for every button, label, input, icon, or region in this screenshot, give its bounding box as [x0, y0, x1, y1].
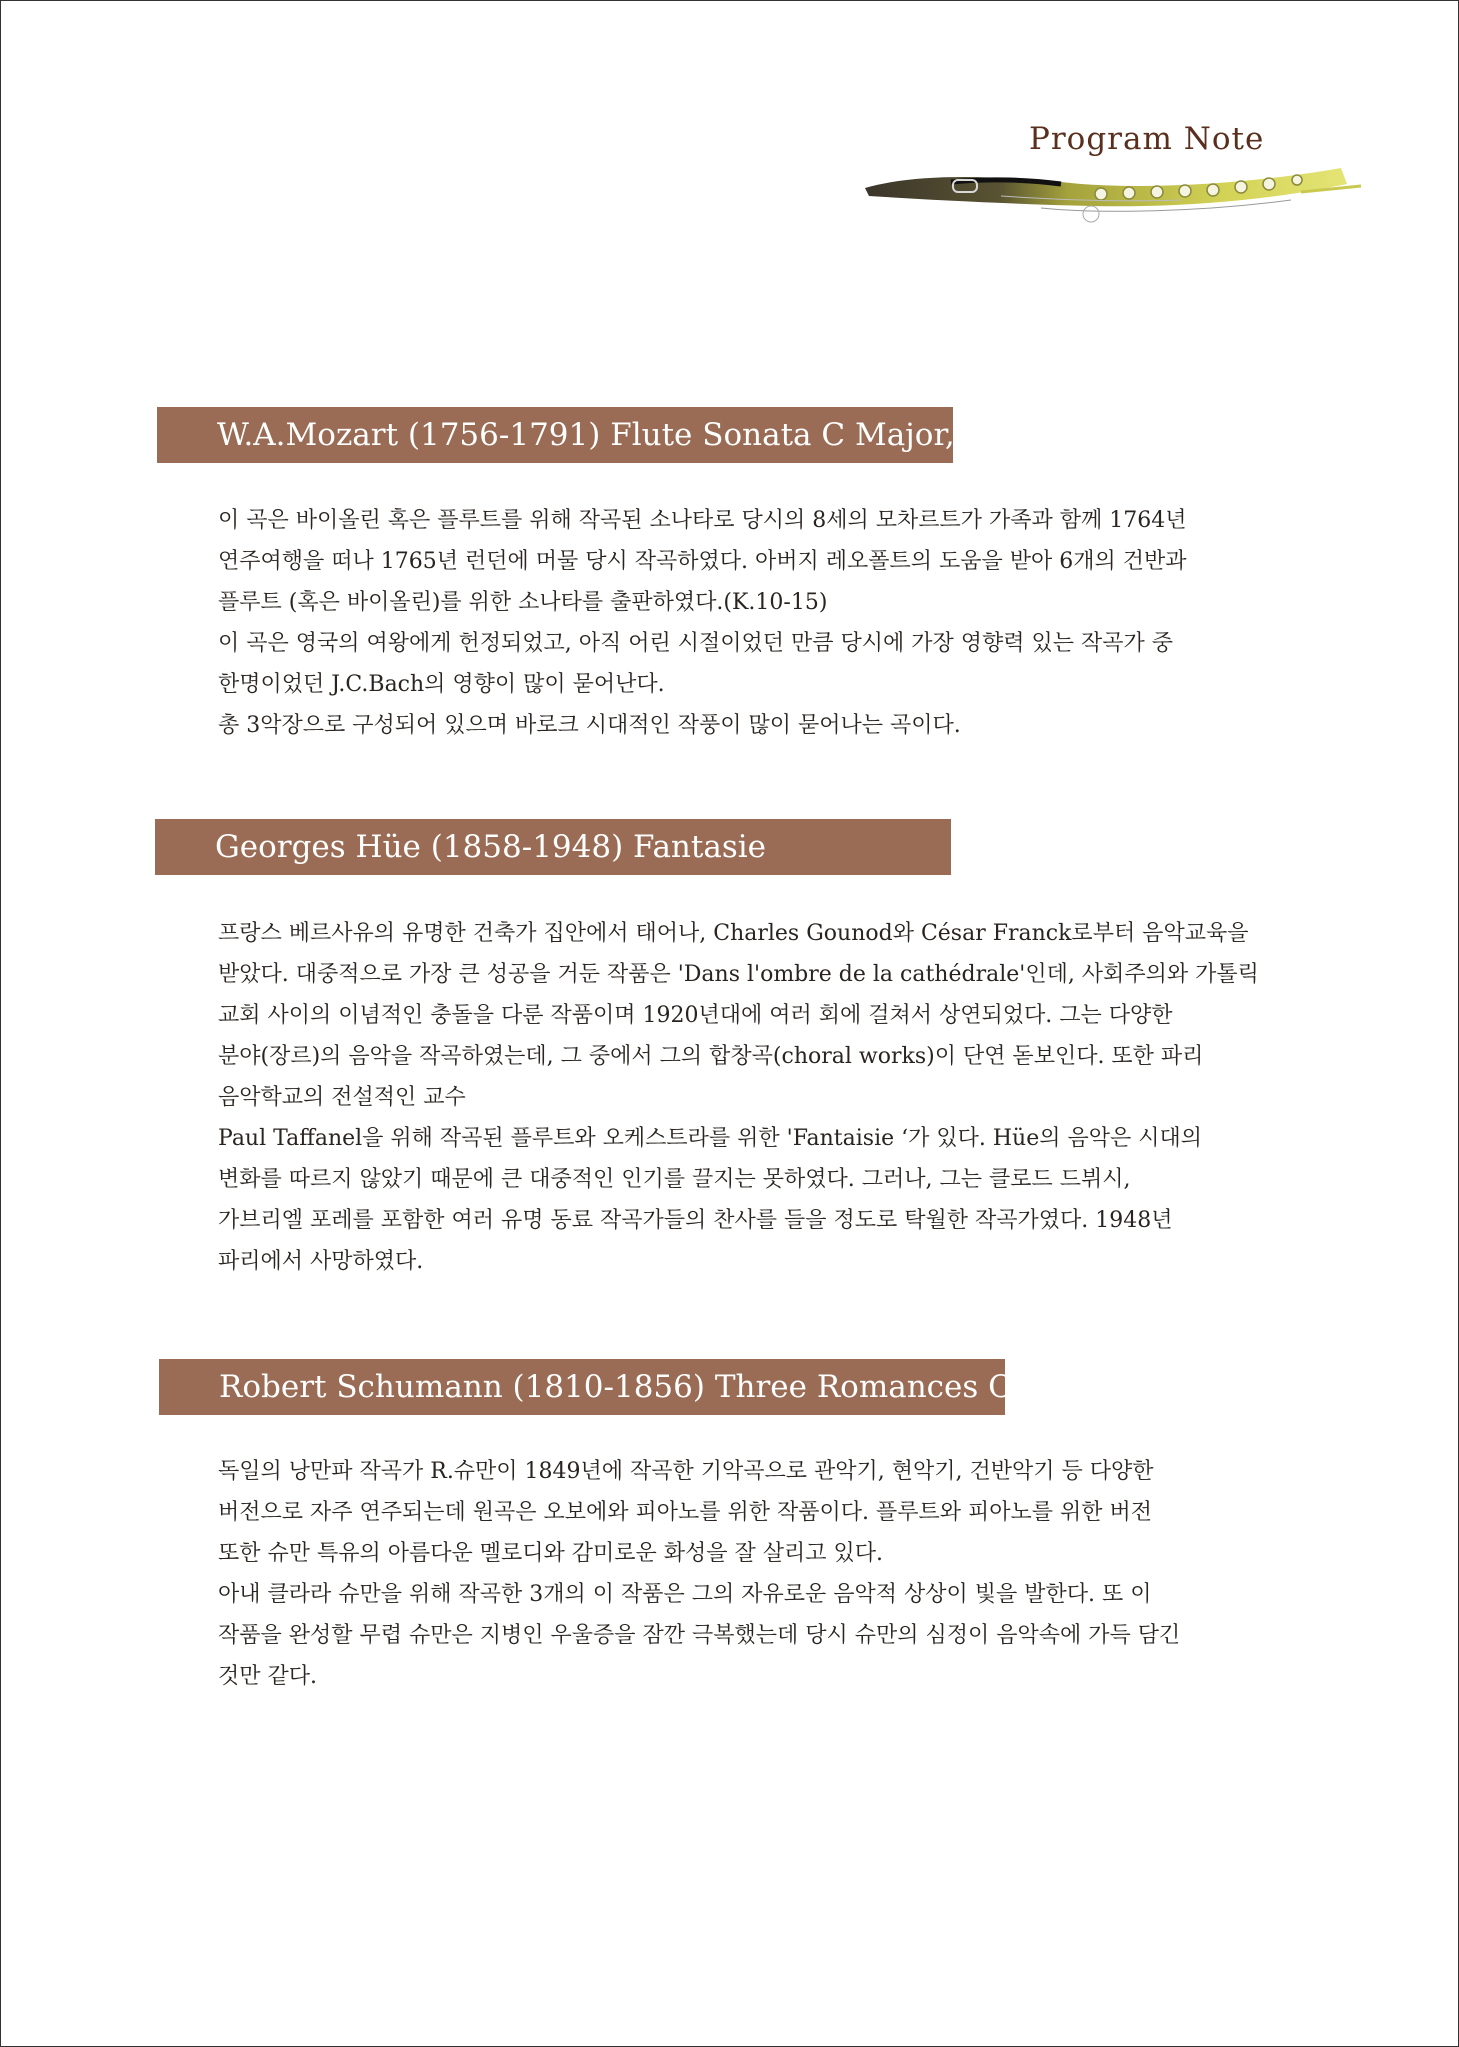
paragraph-line: 음악학교의 전설적인 교수	[218, 1085, 466, 1110]
flute-illustration	[861, 156, 1371, 236]
section-heading-schumann: Robert Schumann (1810-1856) Three Romances Op.94	[159, 1359, 1005, 1415]
paragraph-line: 총 3악장으로 구성되어 있으며 바로크 시대적인 작풍이 많이 묻어나는 곡이다.	[218, 713, 961, 738]
paragraph-line: 교회 사이의 이념적인 충돌을 다룬 작품이며 1920년대에 여러 회에 걸쳐서 상연되었다. 그는 다양한	[218, 1003, 1173, 1028]
paragraph-line: 것만 같다.	[218, 1664, 317, 1689]
section-body-hue	[218, 913, 1278, 1282]
paragraph-line: 연주여행을 떠나 1765년 런던에 머물 당시 작곡하였다. 아버지 레오폴트의 도움을 받아 6개의 건반과	[218, 549, 1187, 574]
program-note-title: Program Note	[1029, 121, 1265, 157]
paragraph-line: 가브리엘 포레를 포함한 여러 유명 동료 작곡가들의 찬사를 들을 정도로 탁월한 작곡가였다. 1948년	[218, 1208, 1173, 1233]
paragraph-line: 파리에서 사망하였다.	[218, 1249, 424, 1274]
paragraph-line: 받았다. 대중적으로 가장 큰 성공을 거둔 작품은 'Dans l'ombre de la cathédrale'인데, 사회주의와 가톨릭	[218, 962, 1259, 987]
paragraph-line: 아내 클라라 슈만을 위해 작곡한 3개의 이 작품은 그의 자유로운 음악적 상상이 빛을 발한다. 또 이	[218, 1582, 1152, 1607]
paragraph-line: 프랑스 베르사유의 유명한 건축가 집안에서 태어나, Charles Gounod와 César Franck로부터 음악교육을	[218, 921, 1249, 946]
paragraph-line: 이 곡은 바이올린 혹은 플루트를 위해 작곡된 소나타로 당시의 8세의 모차르트가 가족과 함께 1764년	[218, 508, 1187, 533]
section-heading-mozart: W.A.Mozart (1756-1791) Flute Sonata C Major, K.14	[157, 407, 953, 463]
paragraph-line: 이 곡은 영국의 여왕에게 헌정되었고, 아직 어린 시절이었던 만큼 당시에 가장 영향력 있는 작곡가 중	[218, 631, 1173, 656]
section-body-schumann	[218, 1451, 1278, 1697]
paragraph-line: 플루트 (혹은 바이올린)를 위한 소나타를 출판하였다.(K.10-15)	[218, 590, 828, 615]
paragraph-line: Paul Taffanel을 위해 작곡된 플루트와 오케스트라를 위한 'Fantaisie ‘가 있다. Hüe의 음악은 시대의	[218, 1126, 1202, 1151]
paragraph-line: 버전으로 자주 연주되는데 원곡은 오보에와 피아노를 위한 작품이다. 플루트와 피아노를 위한 버전	[218, 1500, 1153, 1525]
section-heading-hue: Georges Hüe (1858-1948) Fantasie	[155, 819, 951, 875]
paragraph-line: 독일의 낭만파 작곡가 R.슈만이 1849년에 작곡한 기악곡으로 관악기, 현악기, 건반악기 등 다양한	[218, 1459, 1154, 1484]
paragraph-line: 변화를 따르지 않았기 때문에 큰 대중적인 인기를 끌지는 못하였다. 그러나, 그는 클로드 드뷔시,	[218, 1167, 1131, 1192]
paragraph-line: 한명이었던 J.C.Bach의 영향이 많이 묻어난다.	[218, 672, 665, 697]
paragraph-line: 분야(장르)의 음악을 작곡하였는데, 그 중에서 그의 합창곡(choral works)이 단연 돋보인다. 또한 파리	[218, 1044, 1204, 1069]
paragraph-line: 작품을 완성할 무렵 슈만은 지병인 우울증을 잠깐 극복했는데 당시 슈만의 심정이 음악속에 가득 담긴	[218, 1623, 1181, 1648]
section-body-mozart	[218, 500, 1278, 746]
paragraph-line: 또한 슈만 특유의 아름다운 멜로디와 감미로운 화성을 잘 살리고 있다.	[218, 1541, 883, 1566]
